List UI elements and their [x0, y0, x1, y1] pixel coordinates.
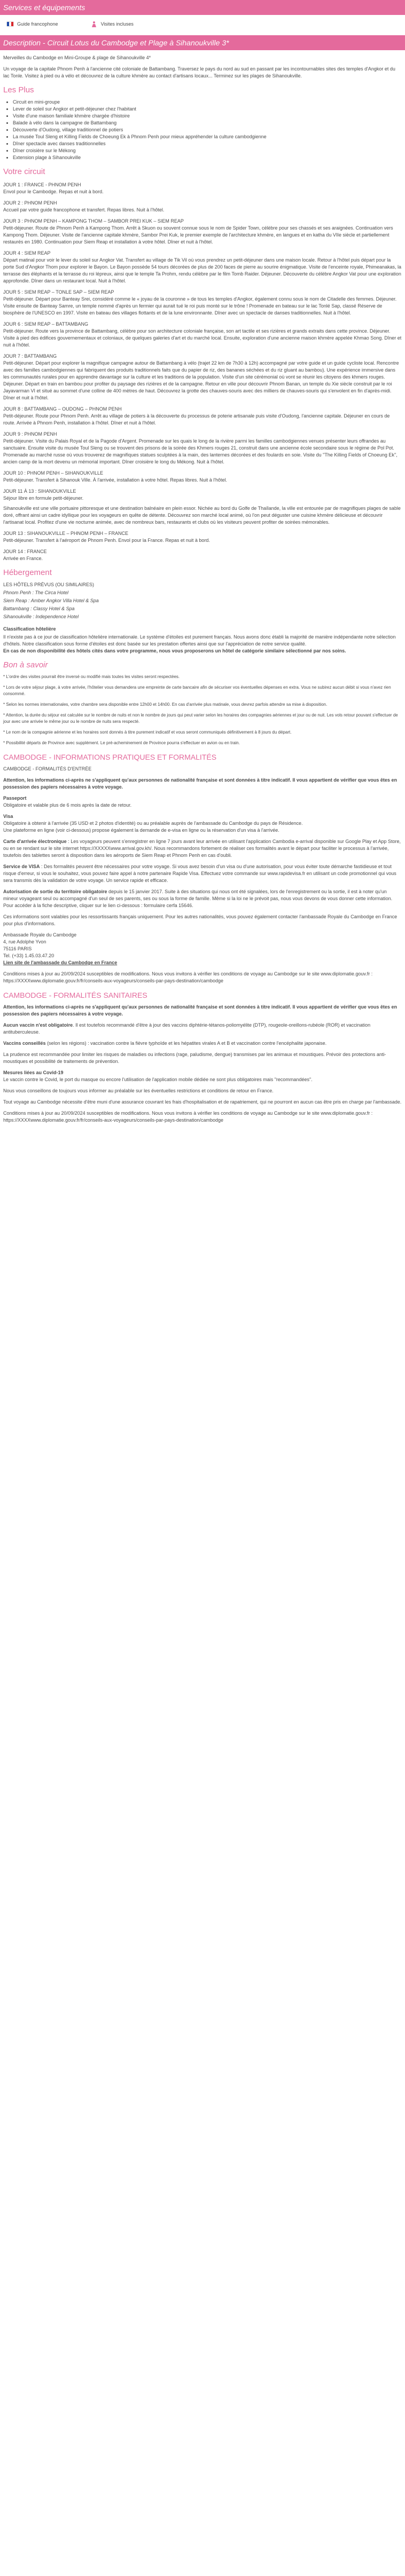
day-body: Petit-déjeuner. Route vers la province de Battambang, célèbre pour son architecture coloniale française, son art tactile et ses rizières et grands extraits dans cette province. Déjeuner. Visite à pied des édifices gouvernementaux et coloniaux, de quelques galeries d'art et du marché local. Ensuite, exploration d'une ancienne maison khmère appelée Khmao Song. Dîner et nuit à l'hôtel.: [3, 328, 402, 348]
visits-icon: [90, 20, 98, 28]
bon-a-savoir-item: * L'ordre des visites pourrait être inversé ou modifié mais toutes les visites seront respectées.: [3, 674, 180, 679]
bon-a-savoir-item: * Selon les normes internationales, votre chambre sera disponible entre 12h00 et 14h00. En cas d'arrivée plus matinale, vous devrez parfois attendre sa mise à disposition.: [3, 702, 328, 707]
day-title: JOUR 7 : BATTAMBANG: [3, 353, 57, 359]
classification-text: Il n'existe pas à ce jour de classification hôtelière internationale. Le système d'étoiles est purement français. Nous avons donc établi la majorité de manière indépendante notre sélection d'hôtels. Notre classification sous forme d'étoiles est donc basée sur les prestation offertes ainsi que sur l'appréciation de notre service qualité.: [3, 634, 396, 647]
bon-a-savoir-item: * Le nom de la compagnie aérienne et les horaires sont donnés à titre purement indicatif et vous seront communiqués définitivement à 8 jours du départ.: [3, 730, 292, 735]
visa-text-2: Une plateforme en ligne (voir ci-dessous) propose également la demande de e-visa en ligne ou la réservation d'un visa à l'arrivée.: [3, 828, 279, 833]
day-body: Petit-déjeuner. Route pour Phnom Penh. Arrêt au village de potiers à la découverte du processus de poterie artisanale puis visite d'Oudong, l'ancienne capitale. Déjeuner en cours de route. Arrivée à Phnom Penh, installation à l'hôtel. Dîner et nuit à l'hôtel.: [3, 413, 390, 426]
guide-icon: [6, 20, 14, 28]
service-guide: [6, 20, 58, 28]
recommended-vaccines-text: (selon les régions) : vaccination contre la fièvre typhoïde et les hépatites virales A et B et vaccination contre l'encéphalite japonaise.: [45, 1041, 327, 1046]
sihanoukville-description: Sihanoukville est une ville portuaire pittoresque et une destination balnéaire en plein essor. Nichée au bord du Golfe de Thaïlande, la ville est entourée par de magnifiques plages de sable doré, offrant ainsi un cadre idyllique pour les voyageurs en quête de détente. Découvrez son marché local animé, où l'on peut déguster une cuisine khmère délicieuse et découvrir l'artisanat local. Profitez d'une vie nocturne animée, avec de nombreux bars, restaurants et clubs où les visiteurs peuvent profiter de soirées mémorables.: [3, 506, 401, 525]
hotel-item: Siem Reap : Amber Angkor Villa Hotel & Spa: [3, 598, 99, 603]
day-title: JOUR 1 : FRANCE - PHNOM PENH: [3, 182, 81, 187]
sanitaires-conditions: Conditions mises à jour au 20/09/2024 susceptibles de modifications. Nous vous invitons à vérifier les conditions de voyage au Cambodge sur le site www.diplomatie.gouv.fr : https://XXXXwww.diplomatie.gouv.fr/fr/conseils-aux-voyageurs/conseils-par-pays-destination/cambodge: [3, 1110, 373, 1123]
embassy-line: Ambassade Royale du Cambodge: [3, 932, 77, 938]
day-title: JOUR 9 : PHNOM PENH: [3, 431, 57, 437]
service-visits: [90, 20, 134, 28]
pratiques-subtitle: CAMBODGE - FORMALITÉS D'ENTRÉE: [3, 766, 92, 771]
assurance-text: Tout voyage au Cambodge nécessite d'être muni d'une assurance couvrant les frais d'hospitalisation et de rapatriement, qui ne pourront en aucun cas être pris en charge par l'ambassade.: [3, 1099, 402, 1105]
plus-list: [3, 99, 402, 161]
plus-item: • Balade à vélo dans la campagne de Battambang: [13, 120, 402, 127]
passport-title: Passeport: [3, 795, 27, 801]
embassy-line: 75116 PARIS: [3, 946, 32, 951]
day-body: Petit-déjeuner. Transfert à Sihanouk Ville. À l'arrivée, installation à votre hôtel. Repas libres. Nuit à l'hôtel.: [3, 477, 227, 483]
plus-item: • Circuit en mini-groupe: [13, 99, 402, 106]
description-intro: Un voyage de la capitale Phnom Penh à l'ancienne cité coloniale de Battambang. Traversez le pays du nord au sud en passant par les incontournables sites des temples d'Angkor et du lac Tonle. Visitez à pied ou à vélo et découvrez de la culture khmère au contact d'artisans locaux... Terminez sur les plages de Sihanoukville.: [3, 66, 395, 78]
exit-authorization-title: Autorisation de sortie du territoire obligatoire: [3, 889, 107, 894]
circuit-days: [3, 182, 402, 562]
description-subtitle: Merveilles du Cambodge en Mini-Groupe & plage de Sihanoukville 4*: [3, 55, 151, 60]
arrival-card-text: : Les voyageurs peuvent s'enregistrer en ligne 7 jours avant leur arrivée en utilisant l'application Cambodia e-arrival disponible sur Google Play et App Store, ou en se rendant sur le site internet https://XXXXXwww.arrival.gov.kh/. Nous recommandons fortement de réaliser ces formalités avant le départ pour faciliter le processus à l'arrivée, toutefois des tablettes seront à disposition dans les aéroports de Siem Reap et Phnom Penh en cas d'oubli.: [3, 839, 401, 858]
day-body: Petit-déjeuner. Départ pour Banteay Srei, considéré comme le « joyau de la couronne » de tous les temples d'Angkor, également connu sous le nom de Citadelle des femmes. Déjeuner. Visite ensuite de Banteay Samre, un temple nommé d'après un fermier qui aurait tué le roi puis monté sur le trône ! Promenade en bateau sur le lac Tonlé Sap, classé Réserve de biosphère de l'UNESCO en 1997. Visite en bateau des villages flottants et de la lune environnante. Dîner avec un spectacle de danses traditionnelles. Nuit à l'hôtel.: [3, 296, 397, 316]
plus-item: • Extension plage à Sihanoukville: [13, 154, 402, 161]
vaccine-title: Aucun vaccin n'est obligatoire: [3, 1022, 73, 1028]
hotels-subtitle: LES HÔTELS PRÉVUS (OU SIMILAIRES): [3, 582, 95, 587]
bon-a-savoir-item: * Possibilité départs de Province avec supplément. Le pré-acheminement de Province pourra s'effectuer en avion ou en train.: [3, 740, 240, 745]
covid-title: Mesures liées au Covid-19: [3, 1070, 64, 1075]
plus-title: Les Plus: [3, 85, 34, 94]
day-title: JOUR 11 À 13 : SIHANOUKVILLE: [3, 489, 76, 494]
classification-title: Classification hôtelière: [3, 626, 56, 632]
day-body: Petit-déjeuner. Route de Phnom Penh à Kampong Thom. Arrêt à Skuon ou souvent connue sous le nom de Spider Town, célèbre pour ses chassés et ses araignées. Continuation vers Kampong Thom. Déjeuner. Visite de l'ancienne capitale khmère, Sambor Prei Kuk, le premier exemple de l'architecture khmère, en langues et en katha du VIIe siècle et partiellement restaurés en 1980. Continuation pour Siem Reap et installation à votre hôtel. Dîner et nuit à l'hôtel.: [3, 225, 393, 245]
visa-service-title: Service de VISA: [3, 864, 40, 869]
consulate-text: Ces informations sont valables pour les ressortissants français uniquement. Pour les autres nationalités, vous pouvez également contacter l'ambassade Royale du Cambodge en France pour plus d'informations.: [3, 914, 398, 926]
day-body: Petit-déjeuner. Transfert à l'aéroport de Phnom Penh. Envol pour la France. Repas et nuit à bord.: [3, 538, 210, 543]
day-body: Petit-déjeuner. Visite du Palais Royal et de la Pagode d'Argent. Promenade sur les quais le long de la rivière parmi les familles cambodgiennes venues présenter leurs offrandes au sanctuaire. Ensuite visite du musée Toul Sleng ou se trouvent des prisons de la soirée des Khmers rouges 21, construit dans une ancienne école secondaire sous le régime de Pol Pot. Promenade au marché russe où vous trouverez de magnifiques statues sculptées à la main, des lanternes décorées et des foulards en soie. Visite du "The Killing Fields of Choeung Ek", ancien camp de la mort devenu un mémorial important. Dîner croisière le long du Mékong. Nuit à l'hôtel.: [3, 438, 398, 464]
day-body: Accueil par votre guide francophone et transfert. Repas libres. Nuit à l'hôtel.: [3, 207, 165, 212]
plus-item: • Dîner croisière sur le Mékong: [13, 147, 402, 154]
sanitaires-attention: Attention, les informations ci-après ne s'appliquent qu'aux personnes de nationalité française et sont données à titre indicatif. Il vous appartient de vérifier que vous êtes en possession des papiers nécessaires à votre voyage.: [3, 1004, 397, 1017]
day-body: Envol pour le Cambodge. Repas et nuit à bord.: [3, 189, 104, 194]
exit-authorization-text: depuis le 15 janvier 2017. Suite à des situations qui nous ont été signalées, lors de l'enregistrement ou la sortie, il est à noter qu'un mineur voyageant seul ou accompagné d'un seul de ses parents, ses ou sous la forme de famille. Même si la loi ne le prévoit pas, nous vous devons de vous donner cette information. Pour accéder à la fiche descriptive, cliquer sur le lien ci-dessous : formulaire cerfa 15646.: [3, 889, 393, 908]
day-body: Séjour libre en formule petit-déjeuner.: [3, 495, 84, 501]
hotels-list: [3, 581, 402, 620]
description-header: Description - Circuit Lotus du Cambodge et Plage à Sihanoukville 3*: [0, 35, 405, 50]
conseils-text: Nous vous conseillons de toujours vous informer au préalable sur les éventuelles restrictions et conditions de retour en France.: [3, 1088, 274, 1093]
day-body: Petit-déjeuner. Départ pour explorer la magnifique campagne autour de Battambang à vélo (trajet 22 km de 7h30 à 12h) accompagné par votre guide et un guide cycliste local. Rencontre avec des familles cambodgiennes qui fabriquent des produits traditionnels faits que du papier de riz, des bananes séchées et du riz gluant au bambou). Une expérience immersive dans les communautés rurales pour en apprendre davantage sur la culture et les traditions de la population. Visite d'un site cérémonial où vont se réunir les citoyens des khmers rouges. Déjeuner. Départ en train en bambou pour profiter du paysage des rizières et de la campagne. Retour en ville pour découvrir Phnom Banan, un temple du Xie siècle construit par le roi Jayavarman VI et situé au sommet d'une colline de 400 mètres de haut. Découvrez la grotte des chauves-souris avec des milliers de chauves-souris qui s'envolent en fin d'après-midi. Dîner et nuit à l'hôtel.: [3, 360, 399, 400]
exit-authorization: [3, 888, 402, 909]
day-title: JOUR 6 : SIEM REAP – BATTAMBANG: [3, 321, 89, 327]
plus-item: • Lever de soleil sur Angkor et petit-déjeuner chez l'habitant: [13, 106, 402, 113]
arrival-card-title: Carte d'arrivée électronique: [3, 839, 67, 844]
circuit-title: Votre circuit: [3, 167, 45, 176]
prudence-text: La prudence est recommandée pour limiter les risques de maladies ou infections (rage, paludisme, dengue) transmises par les animaux et moustiques. Prévoir des protections anti-moustiques et possibilité de traitements de prévention.: [3, 1052, 386, 1064]
embassy-link[interactable]: Lien site de l'ambassade du Cambodge en France: [3, 960, 118, 965]
services-header: Services et équipements: [0, 0, 405, 15]
embassy-contact: [3, 932, 402, 966]
embassy-line: Tel. (+33) 1.45.03.47.20: [3, 953, 54, 958]
day-title: JOUR 14 : FRANCE: [3, 549, 47, 554]
vaccine-info: [3, 1022, 402, 1036]
day-title: JOUR 5 : SIEM REAP – TONLE SAP – SIEM REAP: [3, 289, 114, 295]
plus-item: • Découverte d'Oudong, village traditionnel de potiers: [13, 127, 402, 133]
bon-a-savoir-title: Bon à savoir: [3, 660, 48, 669]
visa-title: Visa: [3, 814, 13, 819]
day-body: Arrivée en France.: [3, 556, 43, 561]
hebergement-title: Hébergement: [3, 568, 52, 577]
description-section: [0, 54, 405, 1131]
bon-a-savoir-list: [3, 674, 402, 746]
passport-text: Obligatoire et valable plus de 6 mois après la date de retour.: [3, 802, 132, 808]
day-title: JOUR 13 : SIHANOUKVILLE – PHNOM PENH – FRANCE: [3, 531, 129, 536]
arrival-card: [3, 838, 402, 859]
embassy-line: 4, rue Adolphe Yvon: [3, 939, 46, 944]
recommended-vaccines: [3, 1040, 402, 1047]
day-title: JOUR 2 : PHNOM PENH: [3, 200, 57, 206]
pratiques-attention: Attention, les informations ci-après ne s'appliquent qu'aux personnes de nationalité française et sont données à titre indicatif. Il vous appartient de vérifier que vous êtes en possession des papiers nécessaires à votre voyage.: [3, 777, 397, 790]
day-title: JOUR 8 : BATTAMBANG – OUDONG – PHNOM PENH: [3, 406, 122, 412]
day-title: JOUR 4 : SIEM REAP: [3, 250, 51, 256]
hotel-item: Phnom Penh : The Circa Hotel: [3, 590, 69, 595]
day-title: JOUR 10 : PHNOM PENH – SIHANOUKVILLE: [3, 470, 104, 476]
visa-service: [3, 863, 402, 884]
sanitaires-title: CAMBODGE - FORMALITÉS SANITAIRES: [3, 991, 147, 999]
hotel-item: Sihanoukville : Independence Hotel: [3, 614, 79, 619]
hotel-item: Battambang : Classy Hotel & Spa: [3, 606, 75, 611]
covid-text: Le vaccin contre le Covid, le port du masque ou encore l'utilisation de l'application mobile dédiée ne sont plus obligatoires mais "recommandées".: [3, 1077, 313, 1082]
plus-item: • La musée Toul Sleng et Killing Fields de Choeung Ek à Phnom Penh pour mieux appréhender la culture cambodgienne: [13, 133, 402, 140]
services-list: [0, 15, 405, 35]
day-body: Départ matinal pour voir le lever du soleil sur Angkor Vat. Transfert au village de Tik Vil où vous prendrez un petit-déjeuner dans une maison locale. Retour à l'hôtel puis départ pour la porte Sud d'Angkor Thom pour explorer le Bayon. Le Bayon possède 54 tours décorées de plus de 200 faces de pierre au sourire énigmatique. Visite de l'enceinte royale, Phimeanakas, la terrasse des éléphants et la terrasse du roi lépreux, ainsi que le temple Ta Prohm, rendu célèbre par le film Tomb Raider. Déjeuner. Découverte du célèbre Angkor Vat pour une exploration approfondie. Dîner dans un restaurant local. Nuit à l'hôtel.: [3, 257, 402, 283]
visa-text: Obligatoire à obtenir à l'arrivée (35 USD et 2 photos d'identité) ou au préalable auprès de l'ambassade du Cambodge du pays de Résidence.: [3, 821, 303, 826]
bon-a-savoir-item: * Attention, la durée du séjour est calculée sur le nombre de nuits et non le nombre de jours qui peut varier selon les horaires des compagnies aériennes et jour ou de nuit. Les vols retour pouvant s'effectuer de jour avec une arrivée le même jour ou le nombre de nuits sera respecté.: [3, 713, 398, 724]
recommended-vaccines-title: Vaccins conseillés: [3, 1041, 46, 1046]
pratiques-conditions: Conditions mises à jour au 20/09/2024 susceptibles de modifications. Nous vous invitons à vérifier les conditions de voyage au Cambodge sur le site www.diplomatie.gouv.fr : https://XXXXwww.diplomatie.gouv.fr/fr/conseils-aux-voyageurs/conseils-par-pays-destination/cambodge: [3, 971, 373, 983]
classification-note: En cas de non disponibilité des hôtels cités dans votre programme, nous vous proposerons un hôtel de catégorie similaire sélectionné par nos soins.: [3, 648, 346, 653]
vaccine-text: . Il est toutefois recommandé d'être à jour des vaccins diphtérie-tétanos-poliomyélite (DTP), rougeole-oreillons-rubéole (ROR) et vaccination antituberculeuse.: [3, 1022, 371, 1035]
plus-item: • Dîner spectacle avec danses traditionnelles: [13, 140, 402, 147]
bon-a-savoir-item: * Lors de votre séjour plage, à votre arrivée, l'hôtelier vous demandera une empreinte de carte bancaire afin de sécuriser vos éventuelles dépenses en extra. Vous ne subirez aucun débit si vous n'avez rien consommé.: [3, 685, 391, 696]
plus-item: • Visite d'une maison familiale khmère chargée d'histoire: [13, 113, 402, 120]
service-visits-label: Visites incluses: [100, 21, 134, 27]
day-title: JOUR 3 : PHNOM PENH – KAMPONG THOM – SAMBOR PREI KUK – SIEM REAP: [3, 218, 184, 224]
pratiques-title: CAMBODGE - INFORMATIONS PRATIQUES ET FORMALITÉS: [3, 753, 217, 761]
visa-service-text: : Des formalités peuvent être nécessaires pour votre voyage. Si vous avez besoin d'un visa ou d'une autorisation, pour vous éviter toute démarche fastidieuse et tout risque d'erreur, si vous le souhaitez, vous pouvez faire appel à notre partenaire Rapide Visa. Effectuez votre commande sur www.rapidevisa.fr en utilisant un code promotionnel qui vous sera transmis dès la validation de votre voyage. Un service rapide et efficace.: [3, 864, 396, 883]
service-guide-label: Guide francophone: [17, 21, 58, 27]
